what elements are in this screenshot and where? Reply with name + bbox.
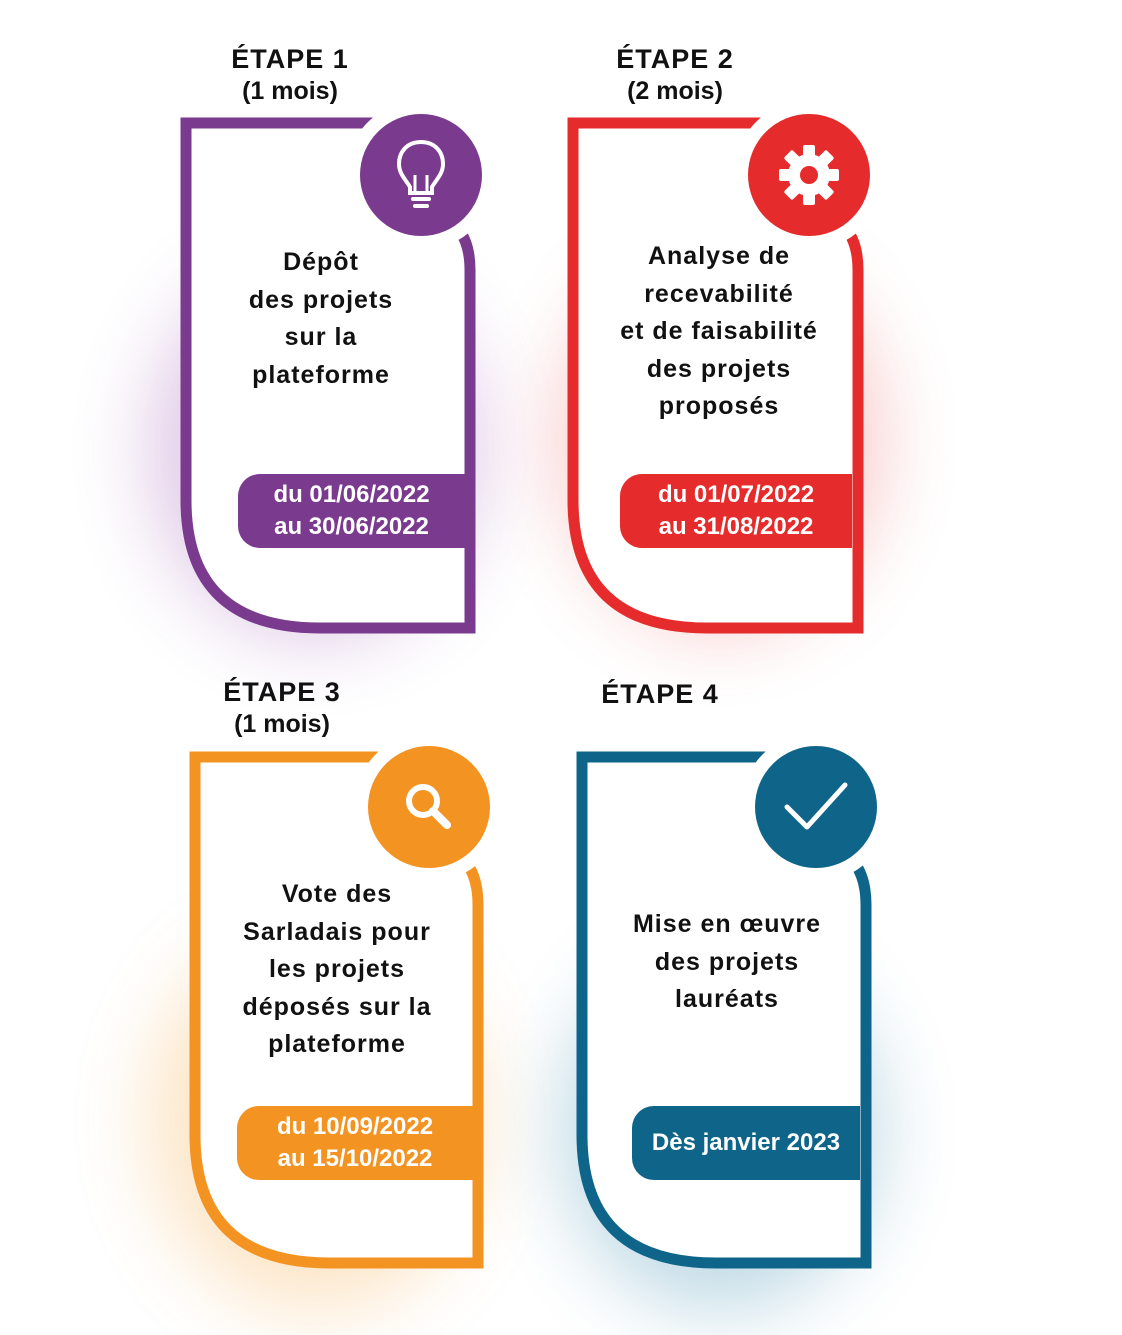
step-2-date-line: du 01/07/2022 (657, 481, 815, 508)
step-1-title: ÉTAPE 1 (231, 44, 349, 74)
step-2-line: recevabilité (644, 279, 794, 308)
step-3-line: déposés sur la (242, 992, 432, 1021)
step-3-date-line: au 15/10/2022 (277, 1145, 433, 1172)
step-1-line: Dépôt (283, 248, 359, 276)
step-3-line: les projets (268, 955, 406, 983)
step-3-line: plateforme (268, 1030, 406, 1058)
step-4-line: lauréats (675, 985, 779, 1013)
step-2-line: Analyse de (647, 242, 790, 270)
step-3-line: Vote des (281, 880, 393, 908)
step-1-duration: (1 mois) (242, 77, 338, 105)
step-3-duration: (1 mois) (234, 710, 330, 738)
step-3-date-line: du 10/09/2022 (276, 1113, 434, 1140)
step-2-date-line: au 31/08/2022 (658, 513, 814, 540)
step-4-line: des projets (654, 947, 800, 976)
step-4-title: ÉTAPE 4 (601, 679, 719, 709)
step-4-date-line: Dès janvier 2023 (651, 1129, 841, 1156)
step-1-date-line: au 30/06/2022 (274, 513, 429, 540)
step-3-title: ÉTAPE 3 (223, 677, 341, 707)
step-4-line: Mise en œuvre (632, 910, 822, 938)
checkmark-icon (755, 746, 877, 868)
step-1-line: plateforme (252, 360, 390, 389)
step-3-line: Sarladais pour (243, 917, 431, 946)
step-1-date-line: du 01/06/2022 (273, 481, 430, 508)
step-1-line: des projets (248, 285, 394, 314)
step-4-date-badge (632, 1106, 860, 1180)
step-2-line: des projets (646, 354, 792, 383)
step-2-title: ÉTAPE 2 (616, 44, 734, 74)
step-2-line: proposés (658, 392, 780, 420)
step-1-line: sur la (284, 323, 358, 351)
step-4-description (598, 906, 856, 1019)
step-2-line: et de faisabilité (620, 317, 818, 345)
step-2-duration: (2 mois) (627, 77, 723, 105)
